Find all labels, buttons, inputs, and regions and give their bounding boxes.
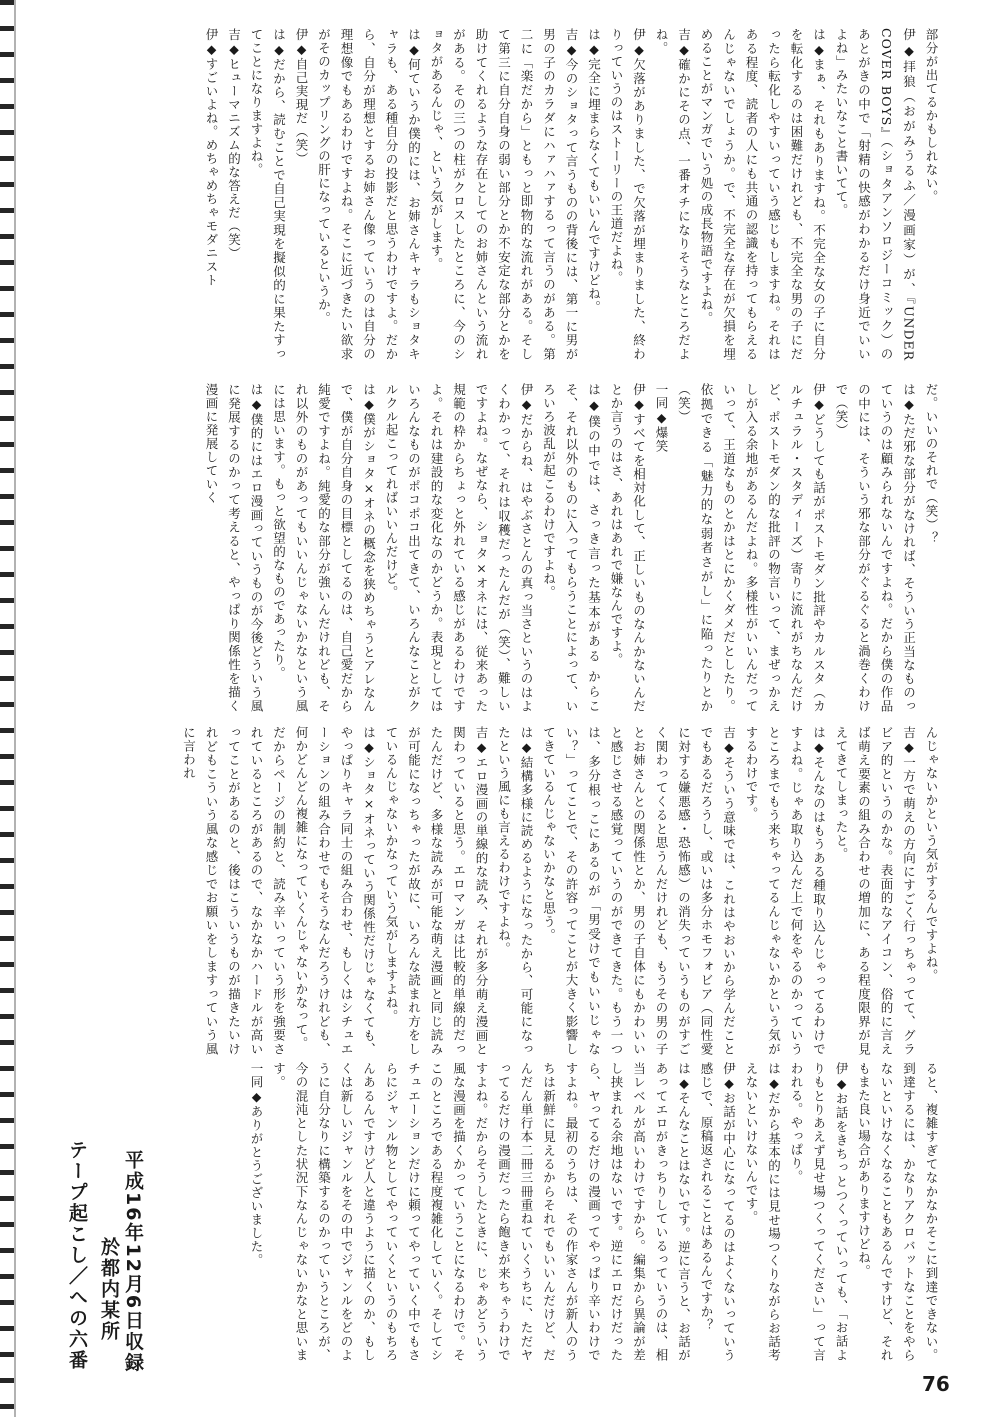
dialogue-line: は◆まぁ、それもありますね。不完全な女の子に自分を転化するのは困難だけれども、不完全な男の子にだったら転化しやすいっていう感じもしますね。それはある程度、読者の人にも共通の認識を持ってもらえるんじゃないでしょうか。で、不完全な存在が欠損を埋めることがマンガでいう処の成長物語ですよね。 — [699, 28, 827, 361]
dialogue-line: は◆そんなことはないです。逆に言うと、お話があってエロがきっちりしているっていうのは、相当レベルが高いわけですから。編集から異論が差し挟まれる余地はないです。逆にエロだけだったら、ヤってるだけの漫画ってやっぱり辛いわけですよね。最初のうちは、その作家さんが新人のうちは新鮮に見えるからそれでもいいんだけど、だんだん単行本二冊三冊重ねていくうちに、ただヤってるだけの漫画だったら飽きが来ちゃうわけですよね。だからそうしたときに、じゃあどういう風な漫画を描くかっていうことになるわけで。そこのところである程度複雑化していく。そしてシチュエーションだけに頼ってやっていく中でもさらにジャンル物としてやっていくというのもちろんあるんですけど人と違うように描くのか、もしくは新しいジャンルをその中でジャンルをどのように自分なりに構築するのかっていうところが、今の混沌とした状況下なんじゃないかなと思います。 — [271, 1062, 692, 1362]
dialogue-line: 吉◆そういう意味では、これはやおいから学んだことでもあるだろうし、或いは多分ホモフォビア（同性愛に対する嫌悪感・恐怖感）の消失っていうものがすごく関わってくると思うんだけれども、もうその男の子とお姉さんとの関係性とか、男の子自体にもかわいいと感じさせる感覚っていうのができてきた。もう一つは、多分根っこにあるのが「男受けでもいいじゃない？」ってことで、その許容ってことが大きく影響してきているんじゃないかなと思う。 — [541, 726, 737, 1056]
text-band-1 — [62, 28, 942, 361]
dialogue-line: は◆だから、読むことで自己実現を擬似的に果たすってことになりますよね。 — [249, 28, 287, 361]
binding-shadow — [14, 0, 16, 1417]
text-band-2 — [62, 383, 942, 713]
dialogue-line: 吉◆ヒューマニズム的な答えだ（笑） — [226, 28, 242, 260]
spiral-binding-edge — [0, 0, 14, 1417]
dialogue-line: は◆そんなのはもうある種取り込んじゃってるわけですよね。じゃあ取り込んだ上で何をやるのかっていうところまでもう来ちゃってるんじゃないかという気がするわけです。 — [744, 726, 827, 1056]
dialogue-line: は◆だから基本的には見せ場つくりながらお話考えないといけないんです。 — [744, 1062, 782, 1362]
dialogue-line: は◆完全に埋まらなくてもいいんですけどね。 — [586, 28, 602, 314]
dialogue-line: 一同◆爆笑 — [654, 383, 669, 453]
dialogue-line: 伊◆お話をきちっとつくっていっても、「お話よりもとりあえず見せ場つくってください」って言われる。やっぱり。 — [789, 1062, 849, 1362]
dialogue-line: 伊◆欠落がありました、で欠落が埋まりました、終わりっていうのはストーリーの王道だよね。 — [609, 28, 647, 361]
recording-place: 於都内某所 — [98, 1237, 120, 1342]
dialogue-line: 吉◆今のショタって言うものの背後には、第一に男が男の子のカラダにハァハァするって言うのがある。第二に「楽だから」ともっと即物的な流れがある。そして第三に自分自身の弱い部分とか不安定な部分とかを助けてくれるような存在としてのお姉さんという流れがある。その三つの柱がクロスしたところに、今のショタがあるんじゃ、という気がします。 — [429, 28, 579, 361]
dialogue-line: だ。いいのそれで（笑）？ — [924, 383, 939, 545]
dialogue-line: 部分が出てるかもしれない。 — [924, 28, 939, 204]
dialogue-line: 吉◆一方で萌えの方向にすごく行っちゃってて、グラビア的というのかな。表面的なアイコン、俗的に言えば萌え要素の組み合わせの増加に、ある程度限界が見えてきてしまったと。 — [834, 726, 917, 1056]
dialogue-line: 伊◆自己実現だ（笑） — [294, 28, 309, 166]
dialogue-line: 吉◆確かにその点、一番オチになりそうなところだよね。 — [654, 28, 692, 361]
dialogue-line: 伊◆どうしても話がポストモダン批評やカルスタ（カルチュラル・スタディーズ）寄りに流れがちなんだけど、ポストモダン的な批評の物言いって、まぜっかえしが入る余地があるんだよね。多様性がいいんだっていって、王道なものとかはとにかくダメだとしたり。依拠できる「魅力的な弱者さがし」に陥ったりとか（笑） — [676, 383, 827, 713]
dialogue-line: 伊◆すべてを相対化して、正しいものなんかないんだとか言うのはさ、あれはあれで嫌なんですよ。 — [609, 383, 647, 713]
dialogue-line: は◆僕の中では、さっき言った基本がある からこそ、それ以外のものに入ってもらうことによって、いろいろ波乱が起こるわけですよね。 — [541, 383, 602, 713]
dialogue-line: ると、複雑すぎてなかなかそこに到達できない。到達するには、かなりアクロバットなことをやらないといけなくなることもあるんですけど、それもまた良い場合がありますけどね。 — [856, 1062, 939, 1362]
dialogue-line: は◆ショタ×オネっていう関係性だけじゃなくても、やっぱりキャラ同士の組み合わせ、もしくはシチュエーションの組み合わせでもそうなんだろうけれども、何かどんどん複雑になっていくんじゃないかなって。 — [294, 726, 377, 1056]
dialogue-line: 伊◆だからね、はやぶさとんの真っ当さというのはよくわかって、それは収穫だったんだが（笑）、難しいですよね。なぜなら、ショタ×オネには、従来あった規範の枠からちょっと外れている感じがあるわけですよ。それは建設的な変化なのかどうか。表現としてはいろんなものがポコポコ出てきて、いろんなことがクルクル起こってればいいんだけど。 — [384, 383, 534, 713]
dialogue-line: は◆僕がショタ×オネの概念を狭めちゃうとアレなんで、僕が自分自身の目標としてるのは、自己愛だから純愛ですよね。純愛的な部分が強いんだけれども、それ以外のものがあってもいいんじゃないかなという風には思います。もっと欲望的なものであったり。 — [271, 383, 377, 713]
dialogue-line: は◆僕的にはエロ漫画っていうものが今後どういう風に発展するのかって考えると、やっぱり関係性を描く漫画に発展していく — [204, 383, 264, 713]
dialogue-line: 吉◆エロ漫画の単線的な読み、それが多分萌え漫画と関わっていると思う。エロマンガは比較的単線的だったんだけど、多様な読みが可能な萌え漫画と同じ読みが可能になっちゃったが故に、いろんな読まれ方をしているんじゃないかなっていう気がしますよね。 — [384, 726, 489, 1056]
page-number: 76 — [922, 1372, 950, 1396]
dialogue-line: んじゃないかという気がするんですよね。 — [924, 726, 939, 983]
text-band-4 — [190, 1062, 942, 1362]
dialogue-line: 一同◆ありがとうございました。 — [249, 1062, 264, 1267]
dialogue-line: は◆ただ邪な部分がなければ、そういう正当なものっていうのは顧みられないんですよね。だから僕の作品の中には、そういう邪な部分がぐるぐると渦巻くわけで（笑） — [834, 383, 917, 713]
dialogue-line: は◆結構多様に読めるようになったから、可能になったという風にも言えるわけですよね。 — [496, 726, 534, 1056]
recording-date: 平成16年12月6日収録 — [122, 1150, 144, 1374]
text-band-3 — [62, 726, 942, 1056]
dialogue-line: は◆何ていうか僕的には、お姉さんキャラもショタキャラも、ある種自分の投影だと思うわけですよ。だから、自分が理想とするお姉さん像っていうのは自分の理想像でもあるわけですよね。そこに近づきたい欲求がそのカップリングの肝になっているというか。 — [316, 28, 422, 361]
transcription-credit: テープ起こし／への六番 — [66, 1140, 88, 1371]
dialogue-line: 伊◆拝狼（おがみうるふ／漫画家）が、『UNDER COVER BOYS』（ショタアンソロジーコミック）のあとがきの中で「射精の快感がわかるだけ身近でいいよね」みたいなこと書いてて。 — [834, 28, 917, 361]
dialogue-line: だからページの制約と、読み辛いっていう形を強要されているところがあるので、なかなかハードルが高いってことがあるのと、後はこういうものが描きたいけれどもこういう風な感じでお願いをしますっていう風に言われ — [181, 726, 287, 1056]
dialogue-line: 伊◆すごいよね。めちゃめちゃモダニスト — [204, 28, 219, 287]
dialogue-line: 伊◆お話が中心になってるのはよくないっていう感じで、原稿返されることはあるんですか？ — [699, 1062, 737, 1362]
